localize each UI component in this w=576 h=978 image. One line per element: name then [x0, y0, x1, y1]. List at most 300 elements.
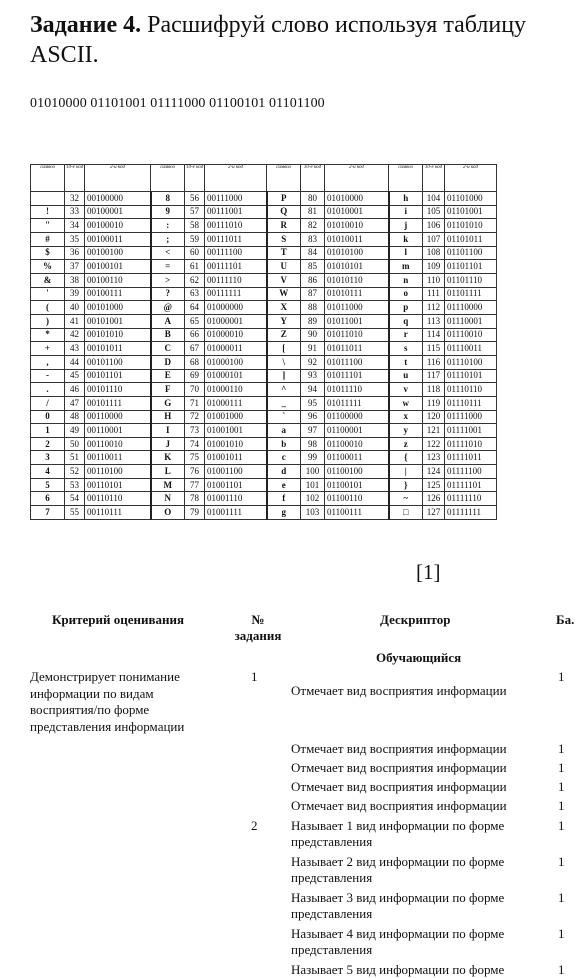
ascii-table-cell: 48	[65, 410, 85, 424]
ascii-table-cell: 01011101	[325, 369, 389, 383]
ascii-table-row	[31, 232, 497, 246]
ascii-table-cell: 105	[423, 205, 445, 219]
ascii-table-cell: 71	[185, 396, 205, 410]
ascii-table-cell: 01101000	[445, 192, 497, 206]
footnote-marker: [1]	[416, 560, 441, 584]
ascii-table-cell: ;	[151, 232, 185, 246]
ascii-table-cell: 102	[301, 492, 325, 506]
ascii-table-cell: &	[31, 273, 65, 287]
ascii-table-cell: 76	[185, 465, 205, 479]
ascii-table-cell: |	[389, 465, 423, 479]
ascii-table-cell: 00111101	[205, 260, 267, 274]
ascii-table-cell: 38	[65, 273, 85, 287]
ascii-table-cell: 01011011	[325, 342, 389, 356]
ascii-table-cell: 75	[185, 451, 205, 465]
ascii-table-cell: 57	[185, 205, 205, 219]
ascii-table-cell: 2	[31, 437, 65, 451]
ascii-table-cell: 00101111	[85, 396, 151, 410]
ascii-table-row	[31, 246, 497, 260]
rubric-score: 1	[558, 779, 565, 794]
ascii-table-cell: 00100111	[85, 287, 151, 301]
ascii-table-cell: 01111010	[445, 437, 497, 451]
ascii-table-image	[30, 164, 496, 520]
ascii-table-cell: 83	[301, 232, 325, 246]
ascii-table-cell: 01001101	[205, 478, 267, 492]
ascii-table-cell: 82	[301, 219, 325, 233]
task-text: Расшифруй слово используя таблицу ASCII.	[30, 12, 527, 68]
ascii-table-cell: 01100111	[325, 506, 389, 520]
ascii-table-cell: 109	[423, 260, 445, 274]
ascii-header-cell: 10-е код	[301, 165, 325, 192]
ascii-table-cell: I	[151, 424, 185, 438]
ascii-table-row	[31, 273, 497, 287]
ascii-header-cell: символ	[31, 165, 65, 192]
ascii-table-cell: 46	[65, 383, 85, 397]
ascii-table-cell: 96	[301, 410, 325, 424]
ascii-table-cell: 01000001	[205, 314, 267, 328]
rubric-task-number: 2	[251, 818, 258, 833]
ascii-table-cell: 00111010	[205, 219, 267, 233]
ascii-table-cell: 107	[423, 232, 445, 246]
ascii-table-cell: 116	[423, 355, 445, 369]
ascii-table-cell: +	[31, 342, 65, 356]
ascii-table-cell: 40	[65, 301, 85, 315]
ascii-table-cell: 51	[65, 451, 85, 465]
ascii-header-cell: символ	[267, 165, 301, 192]
rubric-descriptor: Отмечает вид восприятия информации	[291, 683, 507, 698]
ascii-table-cell: 01111100	[445, 465, 497, 479]
ascii-table-cell: 59	[185, 232, 205, 246]
ascii-table-cell: □	[389, 506, 423, 520]
ascii-table-cell: 01001000	[205, 410, 267, 424]
ascii-table-cell: i	[389, 205, 423, 219]
ascii-table-cell: 01111000	[445, 410, 497, 424]
ascii-table-cell: 01100100	[325, 465, 389, 479]
ascii-table-cell: n	[389, 273, 423, 287]
ascii-table-cell: 01000010	[205, 328, 267, 342]
ascii-table-cell: u	[389, 369, 423, 383]
ascii-table-row	[31, 437, 497, 451]
ascii-table-cell: 01010100	[325, 246, 389, 260]
ascii-table-cell: :	[151, 219, 185, 233]
ascii-table-cell: [	[267, 342, 301, 356]
ascii-table-cell: 126	[423, 492, 445, 506]
ascii-table-cell: 89	[301, 314, 325, 328]
ascii-header-cell: 10-е код	[423, 165, 445, 192]
ascii-table-cell: 00111111	[205, 287, 267, 301]
ascii-table-cell: `	[267, 410, 301, 424]
ascii-table-cell: 3	[31, 451, 65, 465]
ascii-table-cell: 01011000	[325, 301, 389, 315]
task-label: Задание 4.	[30, 12, 142, 38]
ascii-table-cell: <	[151, 246, 185, 260]
ascii-table-cell: 01001100	[205, 465, 267, 479]
ascii-table-cell: 110	[423, 273, 445, 287]
ascii-table-cell: 8	[151, 192, 185, 206]
ascii-table-cell: 73	[185, 424, 205, 438]
ascii-table-row	[31, 287, 497, 301]
ascii-table-cell: e	[267, 478, 301, 492]
ascii-table-cell: j	[389, 219, 423, 233]
ascii-table-row	[31, 396, 497, 410]
ascii-table-row	[31, 342, 497, 356]
ascii-table-cell: 00110110	[85, 492, 151, 506]
ascii-table-cell: k	[389, 232, 423, 246]
ascii-table-cell: C	[151, 342, 185, 356]
ascii-table-cell: 01010010	[325, 219, 389, 233]
ascii-table-row	[31, 424, 497, 438]
ascii-table-cell: R	[267, 219, 301, 233]
ascii-table-cell: 00100010	[85, 219, 151, 233]
ascii-table-row	[31, 355, 497, 369]
ascii-header-cell: символ	[389, 165, 423, 192]
ascii-table-cell: 94	[301, 383, 325, 397]
ascii-table-cell: /	[31, 396, 65, 410]
ascii-table-cell: 01110100	[445, 355, 497, 369]
ascii-table-cell: 35	[65, 232, 85, 246]
ascii-table-row	[31, 314, 497, 328]
ascii-table-cell: 127	[423, 506, 445, 520]
ascii-table-cell: L	[151, 465, 185, 479]
ascii-table-cell: 00101010	[85, 328, 151, 342]
ascii-table-cell: 33	[65, 205, 85, 219]
ascii-table-cell: 01001010	[205, 437, 267, 451]
rubric-score: 1	[558, 962, 565, 977]
ascii-table-cell: 01101011	[445, 232, 497, 246]
ascii-table-cell: 00110000	[85, 410, 151, 424]
ascii-header-cell: 2-й код	[445, 165, 497, 192]
ascii-table-cell: 64	[185, 301, 205, 315]
rubric-descriptor: Называет 3 вид информации по форме представления	[291, 890, 505, 921]
ascii-table-cell: 00110010	[85, 437, 151, 451]
ascii-table-cell: 00110111	[85, 506, 151, 520]
ascii-table-cell: 104	[423, 192, 445, 206]
ascii-table-cell: G	[151, 396, 185, 410]
ascii-table-cell: 112	[423, 301, 445, 315]
rubric-score: 1	[558, 818, 565, 833]
ascii-table-row	[31, 301, 497, 315]
ascii-table-row	[31, 478, 497, 492]
ascii-table-row	[31, 451, 497, 465]
ascii-table-cell: 7	[31, 506, 65, 520]
ascii-table-cell	[31, 192, 65, 206]
ascii-table-cell: 72	[185, 410, 205, 424]
ascii-table-cell: 93	[301, 369, 325, 383]
ascii-table-cell: H	[151, 410, 185, 424]
ascii-table-cell: 01110111	[445, 396, 497, 410]
ascii-table-cell: r	[389, 328, 423, 342]
ascii-table-cell: E	[151, 369, 185, 383]
ascii-table-cell: 95	[301, 396, 325, 410]
ascii-table-cell: _	[267, 396, 301, 410]
ascii-table-cell: \	[267, 355, 301, 369]
ascii-table-cell: {	[389, 451, 423, 465]
ascii-table-row	[31, 492, 497, 506]
ascii-table-cell: 37	[65, 260, 85, 274]
ascii-table-cell: 01100010	[325, 437, 389, 451]
ascii-table-cell: 113	[423, 314, 445, 328]
ascii-table-cell: J	[151, 437, 185, 451]
ascii-table-cell: 111	[423, 287, 445, 301]
ascii-table-cell: ,	[31, 355, 65, 369]
ascii-table-cell: 01111110	[445, 492, 497, 506]
ascii-table-cell: 01000111	[205, 396, 267, 410]
ascii-table-cell: 100	[301, 465, 325, 479]
ascii-table-cell: 50	[65, 437, 85, 451]
ascii-table-cell: 9	[151, 205, 185, 219]
ascii-table-cell: 01011111	[325, 396, 389, 410]
ascii-table-cell: 4	[31, 465, 65, 479]
binary-code: 01010000 01101001 01111000 01100101 01101100	[30, 96, 325, 111]
ascii-table-cell: >	[151, 273, 185, 287]
ascii-table-cell: 36	[65, 246, 85, 260]
ascii-table-cell: Q	[267, 205, 301, 219]
ascii-header-cell: 2-й код	[325, 165, 389, 192]
ascii-table-cell: 00100011	[85, 232, 151, 246]
ascii-table-cell: 58	[185, 219, 205, 233]
ascii-table-cell: 01010110	[325, 273, 389, 287]
ascii-table-cell: 77	[185, 478, 205, 492]
ascii-table-cell: N	[151, 492, 185, 506]
ascii-table-cell: 01000110	[205, 383, 267, 397]
ascii-table-cell: 120	[423, 410, 445, 424]
ascii-table-cell: 01010001	[325, 205, 389, 219]
ascii-table-cell: 01011100	[325, 355, 389, 369]
ascii-table-cell: o	[389, 287, 423, 301]
ascii-table-cell: 01100001	[325, 424, 389, 438]
ascii-header-cell: символ	[151, 165, 185, 192]
ascii-table-cell: 01000101	[205, 369, 267, 383]
ascii-table-cell: P	[267, 192, 301, 206]
ascii-table-cell: 00110101	[85, 478, 151, 492]
ascii-table-cell: 91	[301, 342, 325, 356]
rubric-descriptor: Называет 5 вид информации по форме	[291, 962, 505, 977]
ascii-table-cell: 63	[185, 287, 205, 301]
ascii-table-cell: 84	[301, 246, 325, 260]
ascii-table-cell: 39	[65, 287, 85, 301]
ascii-table-cell: =	[151, 260, 185, 274]
ascii-table-cell: 98	[301, 437, 325, 451]
ascii-table-cell: 92	[301, 355, 325, 369]
ascii-table-cell: %	[31, 260, 65, 274]
ascii-table-cell: 90	[301, 328, 325, 342]
ascii-table-cell: 117	[423, 369, 445, 383]
ascii-table-cell: 00100101	[85, 260, 151, 274]
ascii-table-cell: 85	[301, 260, 325, 274]
ascii-table-cell: 00100100	[85, 246, 151, 260]
ascii-table-cell: )	[31, 314, 65, 328]
ascii-table-cell: 114	[423, 328, 445, 342]
ascii-table-cell: 125	[423, 478, 445, 492]
ascii-table-cell: 6	[31, 492, 65, 506]
ascii-header-row	[31, 165, 497, 192]
ascii-table-cell: 01110011	[445, 342, 497, 356]
rubric-score: 1	[558, 890, 565, 905]
ascii-table-cell: 97	[301, 424, 325, 438]
ascii-table-cell: p	[389, 301, 423, 315]
ascii-table-cell: 66	[185, 328, 205, 342]
ascii-table-cell: 00100110	[85, 273, 151, 287]
ascii-table-cell: 01111001	[445, 424, 497, 438]
ascii-header-cell: 10-е код	[185, 165, 205, 192]
ascii-table-row	[31, 369, 497, 383]
ascii-table-cell: 00110011	[85, 451, 151, 465]
ascii-table-cell: #	[31, 232, 65, 246]
ascii-table-cell: X	[267, 301, 301, 315]
ascii-table-row	[31, 328, 497, 342]
ascii-table-cell: 01010000	[325, 192, 389, 206]
ascii-table-cell: 00101100	[85, 355, 151, 369]
ascii-table-cell: }	[389, 478, 423, 492]
ascii-table-cell: 00101000	[85, 301, 151, 315]
ascii-table-cell: x	[389, 410, 423, 424]
ascii-table-cell: 00101001	[85, 314, 151, 328]
ascii-table-cell: m	[389, 260, 423, 274]
ascii-table-cell: 47	[65, 396, 85, 410]
ascii-table-cell: M	[151, 478, 185, 492]
rubric-descriptor: Отмечает вид восприятия информации	[291, 760, 507, 775]
ascii-table-cell: -	[31, 369, 65, 383]
ascii-table-cell: B	[151, 328, 185, 342]
ascii-table-cell: 00111100	[205, 246, 267, 260]
ascii-table-cell: 108	[423, 246, 445, 260]
ascii-table-cell: g	[267, 506, 301, 520]
ascii-table-cell: (	[31, 301, 65, 315]
ascii-table-cell: 65	[185, 314, 205, 328]
ascii-table-cell: '	[31, 287, 65, 301]
ascii-table-cell: 1	[31, 424, 65, 438]
ascii-table-cell: 52	[65, 465, 85, 479]
ascii-table-cell: S	[267, 232, 301, 246]
rubric-descriptor: Называет 4 вид информации по форме представления	[291, 926, 505, 957]
ascii-table-cell: 115	[423, 342, 445, 356]
ascii-table-cell: 88	[301, 301, 325, 315]
ascii-table-cell: a	[267, 424, 301, 438]
ascii-table-cell: 01011010	[325, 328, 389, 342]
ascii-table-cell: s	[389, 342, 423, 356]
rubric-task-number: 1	[251, 669, 258, 684]
ascii-table-cell: 01000000	[205, 301, 267, 315]
ascii-table-cell: 106	[423, 219, 445, 233]
ascii-table-cell: 74	[185, 437, 205, 451]
ascii-table-cell: 00100001	[85, 205, 151, 219]
ascii-table-cell: 01001001	[205, 424, 267, 438]
ascii-table-cell: 34	[65, 219, 85, 233]
rubric-subheader: Обучающийся	[376, 650, 462, 665]
ascii-table-cell: 01110101	[445, 369, 497, 383]
ascii-table-cell: 01100110	[325, 492, 389, 506]
ascii-table-cell: 00111011	[205, 232, 267, 246]
rubric-header-task-number: № задания	[234, 612, 282, 643]
ascii-table-cell: 122	[423, 437, 445, 451]
ascii-table-cell: 43	[65, 342, 85, 356]
ascii-table-row	[31, 205, 497, 219]
ascii-table-cell: 101	[301, 478, 325, 492]
task-title	[30, 10, 570, 70]
ascii-table-cell: z	[389, 437, 423, 451]
ascii-table-cell: 01101010	[445, 219, 497, 233]
ascii-table-cell: 01010101	[325, 260, 389, 274]
ascii-table-cell: 32	[65, 192, 85, 206]
ascii-table-row	[31, 192, 497, 206]
ascii-table-cell: 01101001	[445, 205, 497, 219]
ascii-table-cell: 53	[65, 478, 85, 492]
ascii-table-cell: T	[267, 246, 301, 260]
ascii-table-cell: 00111001	[205, 205, 267, 219]
ascii-table-cell: 121	[423, 424, 445, 438]
ascii-table-cell: Y	[267, 314, 301, 328]
ascii-table-cell: 62	[185, 273, 205, 287]
ascii-table-row	[31, 260, 497, 274]
ascii-table-cell: 01010011	[325, 232, 389, 246]
ascii-table-cell: y	[389, 424, 423, 438]
ascii-table-cell: 01001011	[205, 451, 267, 465]
rubric-header-descriptor: Дескриптор	[380, 612, 451, 627]
ascii-table-cell: 01001110	[205, 492, 267, 506]
ascii-table-cell: 01111011	[445, 451, 497, 465]
ascii-table-cell: l	[389, 246, 423, 260]
ascii-table-cell: .	[31, 383, 65, 397]
ascii-table-cell: 81	[301, 205, 325, 219]
ascii-table-cell: 00111000	[205, 192, 267, 206]
ascii-table-cell: t	[389, 355, 423, 369]
ascii-table-cell: 01101101	[445, 260, 497, 274]
ascii-table-row	[31, 219, 497, 233]
ascii-table-cell: 118	[423, 383, 445, 397]
ascii-table-cell: h	[389, 192, 423, 206]
ascii-table-cell: W	[267, 287, 301, 301]
ascii-header-cell: 2-й код	[205, 165, 267, 192]
ascii-table-cell: ~	[389, 492, 423, 506]
ascii-table-cell: 00110001	[85, 424, 151, 438]
ascii-table-cell: 01111101	[445, 478, 497, 492]
ascii-table-cell: 01101110	[445, 273, 497, 287]
ascii-table-cell: 68	[185, 355, 205, 369]
rubric-header-score: Ба.	[556, 612, 575, 627]
ascii-table-cell: 41	[65, 314, 85, 328]
ascii-table-cell: 49	[65, 424, 85, 438]
ascii-table-row	[31, 383, 497, 397]
ascii-table-cell: c	[267, 451, 301, 465]
ascii-table-cell: $	[31, 246, 65, 260]
ascii-table-cell: 01011110	[325, 383, 389, 397]
ascii-table-cell: w	[389, 396, 423, 410]
ascii-table-cell: 00100000	[85, 192, 151, 206]
ascii-table-cell: 56	[185, 192, 205, 206]
ascii-table-cell: 01100000	[325, 410, 389, 424]
ascii-table-cell: !	[31, 205, 65, 219]
ascii-table-cell: 67	[185, 342, 205, 356]
ascii-table-cell: 01011001	[325, 314, 389, 328]
ascii-table-row	[31, 410, 497, 424]
rubric-descriptor: Называет 2 вид информации по форме представления	[291, 854, 505, 885]
ascii-table-cell: F	[151, 383, 185, 397]
ascii-table-cell: 00101110	[85, 383, 151, 397]
ascii-table-cell: "	[31, 219, 65, 233]
ascii-table-cell: 42	[65, 328, 85, 342]
rubric-score: 1	[558, 798, 565, 813]
ascii-table-cell: 01000100	[205, 355, 267, 369]
ascii-table-cell: 103	[301, 506, 325, 520]
ascii-table-cell: b	[267, 437, 301, 451]
ascii-table-cell: 69	[185, 369, 205, 383]
ascii-header-cell: 10-е код	[65, 165, 85, 192]
rubric-descriptor: Отмечает вид восприятия информации	[291, 798, 507, 813]
ascii-table-cell: 78	[185, 492, 205, 506]
rubric-score: 1	[558, 854, 565, 869]
ascii-table-cell: d	[267, 465, 301, 479]
ascii-table-cell: 119	[423, 396, 445, 410]
